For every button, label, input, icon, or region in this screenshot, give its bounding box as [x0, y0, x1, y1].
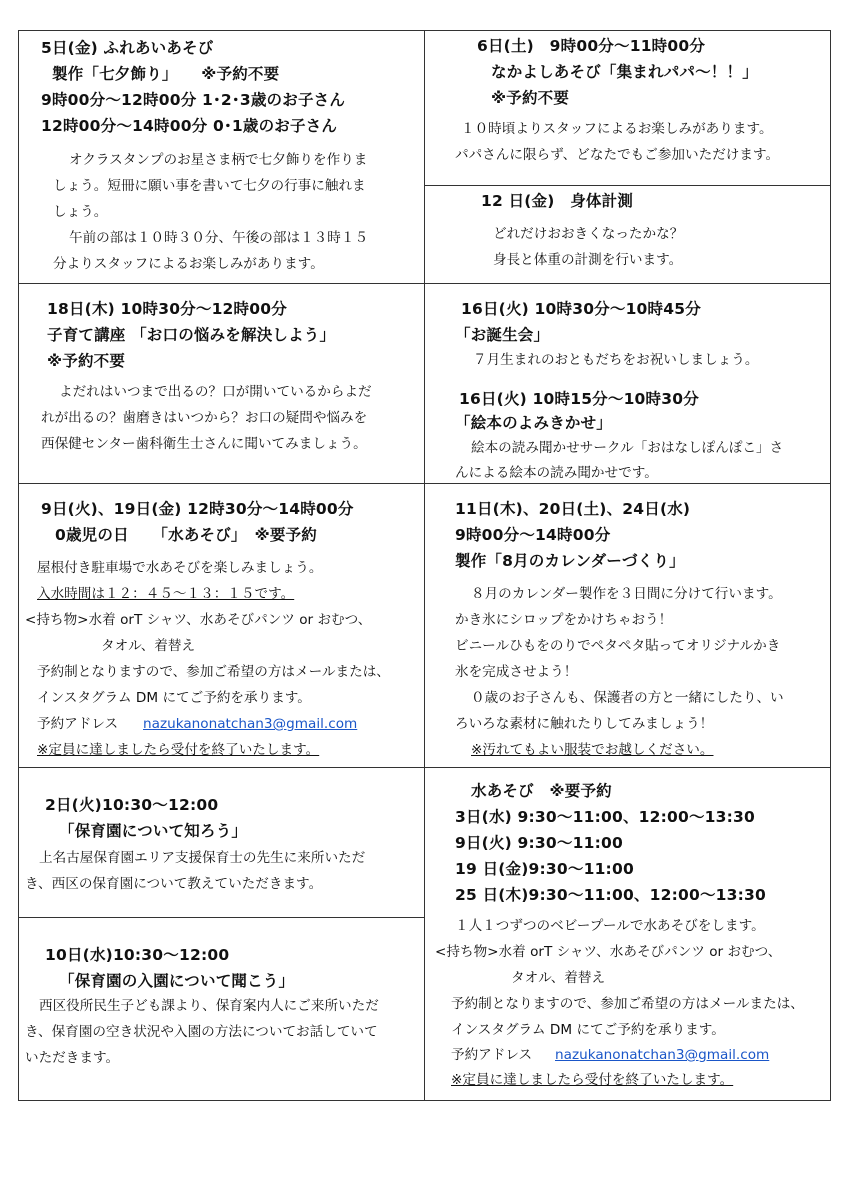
event-cell-papa: [425, 31, 830, 185]
event-title: 16日(火) 10時30分～10時45分: [461, 300, 701, 318]
event-note: ※定員に達しましたら受付を終了いたします。: [37, 742, 320, 758]
event-description: き、保育園の空き状況や入園の方法についてお話していて: [25, 1024, 378, 1040]
event-description: 上名古屋保育園エリア支援保育士の先生に来所いただ: [39, 850, 366, 866]
items-to-bring: タオル、着替え: [101, 638, 196, 654]
event-description: １０時頃よりスタッフによるお楽しみがあります。: [461, 121, 773, 137]
event-cell-oral-care: [19, 284, 424, 483]
items-to-bring: タオル、着替え: [511, 970, 606, 986]
event-cell-calendar: [425, 484, 830, 767]
event-subtitle: 「お誕生会」: [455, 326, 550, 344]
event-description: ０歳のお子さんも、保護者の方と一緒にしたり、い: [471, 690, 784, 706]
event-description: 絵本の読み聞かせサークル「おはなしぽんぽこ」さ: [471, 440, 784, 456]
event-subtitle: なかよしあそび「集まれパパ～！！」: [491, 63, 758, 81]
event-description: いただきます。: [25, 1050, 120, 1066]
event-subtitle: 「保育園について知ろう」: [59, 822, 248, 840]
event-title: 6日(土) 9時00分～11時00分: [477, 37, 706, 55]
event-time: 3日(水) 9:30～11:00、12:00～13:30: [455, 808, 756, 826]
event-description: どれだけおおきくなったかな？: [493, 226, 684, 242]
event-cell-nursery-admission: [19, 918, 424, 1100]
event-description: かき氷にシロップをかけちゃおう！: [455, 612, 673, 628]
event-description: き、西区の保育園について教えていただきます。: [25, 876, 323, 892]
event-description: よだれはいつまで出るの？口が開いているからよだ: [59, 384, 372, 400]
event-note: ※予約不要: [491, 89, 570, 107]
event-description: インスタグラム DM にてご予約を承ります。: [451, 1022, 725, 1038]
event-cell-nursery-info: [19, 768, 424, 917]
event-description: 分よりスタッフによるお楽しみがあります。: [53, 256, 324, 272]
event-description: 予約制となりますので、参加ご希望の方はメールまたは、: [37, 664, 390, 680]
items-to-bring: <持ち物>水着 orT シャツ、水あそびパンツ or おむつ、: [25, 612, 372, 628]
event-note: ※汚れてもよい服装でお越しください。: [471, 742, 714, 758]
event-description: 氷を完成させよう！: [455, 664, 578, 680]
event-description: 午前の部は１０時３０分、午後の部は１３時１５: [69, 230, 369, 246]
event-description: 入水時間は１２：４５～１３：１５です。: [37, 586, 295, 602]
event-description: しょう。短冊に願い事を書いて七夕の行事に触れま: [53, 178, 366, 194]
items-to-bring: <持ち物>水着 orT シャツ、水あそびパンツ or おむつ、: [435, 944, 782, 960]
event-subtitle: 0歳児の日 「水あそび」 ※要予約: [55, 526, 317, 544]
reservation-label: 予約アドレス: [451, 1047, 533, 1063]
event-cell-water-play: [425, 768, 830, 1100]
event-description: んによる絵本の読み聞かせです。: [455, 465, 658, 481]
event-description: ８月のカレンダー製作を３日間に分けて行います。: [471, 586, 782, 602]
event-time: 9時00分～12時00分 1･2･3歳のお子さん: [41, 91, 346, 109]
event-description: インスタグラム DM にてご予約を承ります。: [37, 690, 311, 706]
event-description: しょう。: [53, 204, 108, 220]
event-time: 12時00分～14時00分 0･1歳のお子さん: [41, 117, 338, 135]
event-description: パパさんに限らず、どなたでもご参加いただけます。: [455, 147, 780, 163]
event-title: 9日(火)、19日(金) 12時30分～14時00分: [41, 500, 354, 518]
event-title: 12 日(金) 身体計測: [481, 192, 634, 210]
event-cell-birthday: [425, 284, 830, 483]
event-time: 19 日(金)9:30～11:00: [455, 860, 634, 878]
event-description: 西保健センター歯科衛生士さんに聞いてみましょう。: [41, 436, 367, 452]
event-title: 11日(木)、20日(土)、24日(水): [455, 500, 691, 518]
event-note: ※定員に達しましたら受付を終了いたします。: [451, 1072, 734, 1088]
event-title: 10日(水)10:30～12:00: [45, 946, 230, 964]
event-description: 西区役所民生子ども課より、保育案内人にご来所いただ: [39, 998, 379, 1014]
event-description: 予約制となりますので、参加ご希望の方はメールまたは、: [451, 996, 804, 1012]
event-subtitle: 製作「8月のカレンダーづくり」: [455, 552, 685, 570]
event-cell-measurement: [425, 186, 830, 283]
event-cell-water-play-infant: [19, 484, 424, 767]
reservation-email-link[interactable]: nazukanonatchan3@gmail.com: [143, 716, 358, 732]
event-description: 身長と体重の計測を行います。: [493, 252, 683, 268]
event-time: 25 日(木)9:30～11:00、12:00～13:30: [455, 886, 767, 904]
event-title: 16日(火) 10時15分～10時30分: [459, 390, 699, 408]
event-cell-tanabata: [19, 31, 424, 283]
event-description: １人１つずつのベビープールで水あそびをします。: [455, 918, 765, 934]
event-subtitle: 「絵本のよみきかせ」: [455, 414, 613, 432]
event-description: ７月生まれのおともだちをお祝いしましょう。: [473, 352, 759, 368]
event-note: ※予約不要: [47, 352, 126, 370]
event-time: 9時00分～14時00分: [455, 526, 611, 544]
reservation-label: 予約アドレス: [37, 716, 119, 732]
event-subtitle: 製作「七夕飾り」 ※予約不要: [52, 65, 280, 83]
event-title: 水あそび ※要予約: [471, 782, 612, 800]
event-title: 5日(金) ふれあいあそび: [41, 39, 214, 57]
event-description: ビニールひもをのりでペタペタ貼ってオリジナルかき: [455, 638, 781, 654]
event-description: れが出るの？歯磨きはいつから？お口の疑問や悩みを: [41, 410, 368, 426]
event-title: 2日(火)10:30～12:00: [45, 796, 219, 814]
event-description: ろいろな素材に触れたりしてみましょう！: [455, 716, 714, 732]
event-subtitle: 「保育園の入園について聞こう」: [59, 972, 295, 990]
event-time: 9日(火) 9:30～11:00: [455, 834, 623, 852]
event-description: 屋根付き駐車場で水あそびを楽しみましょう。: [37, 560, 323, 576]
event-description: オクラスタンプのお星さま柄で七夕飾りを作りま: [69, 152, 368, 168]
reservation-email-link[interactable]: nazukanonatchan3@gmail.com: [555, 1047, 770, 1063]
event-subtitle: 子育て講座 「お口の悩みを解決しよう」: [47, 326, 336, 344]
event-title: 18日(木) 10時30分～12時00分: [47, 300, 287, 318]
